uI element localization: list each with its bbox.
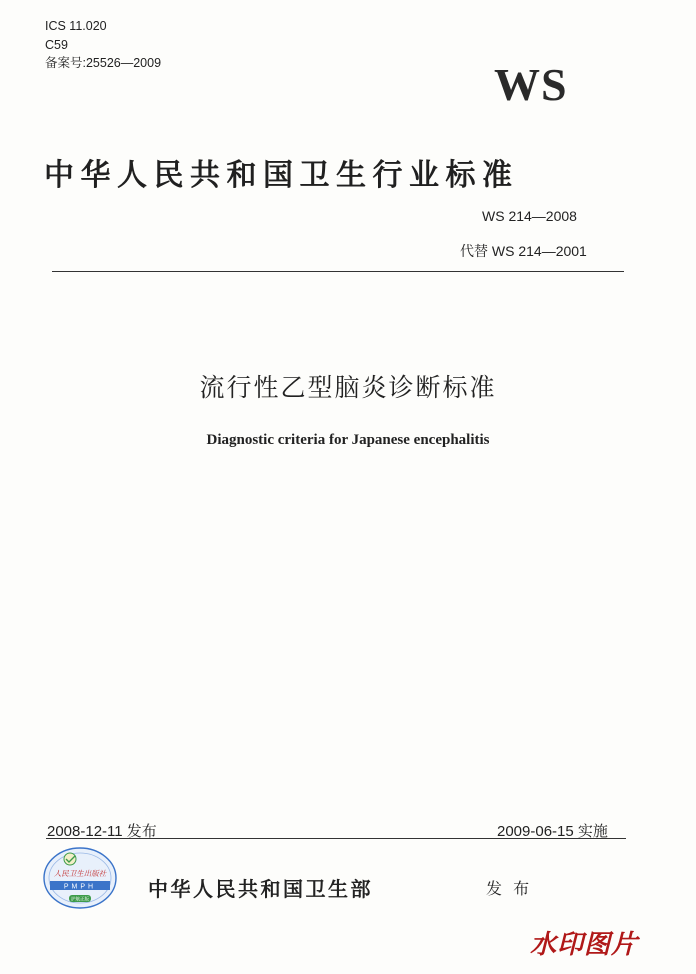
document-title-english: Diagnostic criteria for Japanese encephalitis — [206, 432, 490, 448]
standard-number: WS 214—2008 — [482, 208, 577, 224]
standard-type-heading: 中华人民共和国卫生行业标准 — [44, 158, 519, 193]
record-number: 备案号:25526—2009 — [45, 56, 162, 70]
publisher-stamp-icon — [42, 846, 118, 910]
watermark-text: 水印图片 — [530, 930, 639, 960]
implementation-date: 2009-06-15 实施 — [497, 823, 608, 840]
document-title-chinese: 流行性乙型脑炎诊断标准 — [199, 373, 497, 402]
ws-logo: WS — [494, 59, 568, 110]
replaces-standard: 代替 WS 214—2001 — [460, 243, 587, 259]
stamp-text-top: 人民卫生出版社 — [53, 869, 107, 878]
issue-date: 2008-12-11 发布 — [47, 823, 157, 840]
stamp-text-mid: PMPH — [63, 883, 97, 891]
stamp-text-bottom: 护航正版 — [71, 897, 89, 903]
publisher-suffix: 发 布 — [486, 879, 533, 898]
header-divider — [52, 271, 624, 272]
publisher-name: 中华人民共和国卫生部 — [148, 877, 373, 901]
ics-code: ICS 11.020 — [45, 19, 107, 33]
class-code: C59 — [45, 38, 68, 52]
footer-divider — [46, 838, 626, 839]
